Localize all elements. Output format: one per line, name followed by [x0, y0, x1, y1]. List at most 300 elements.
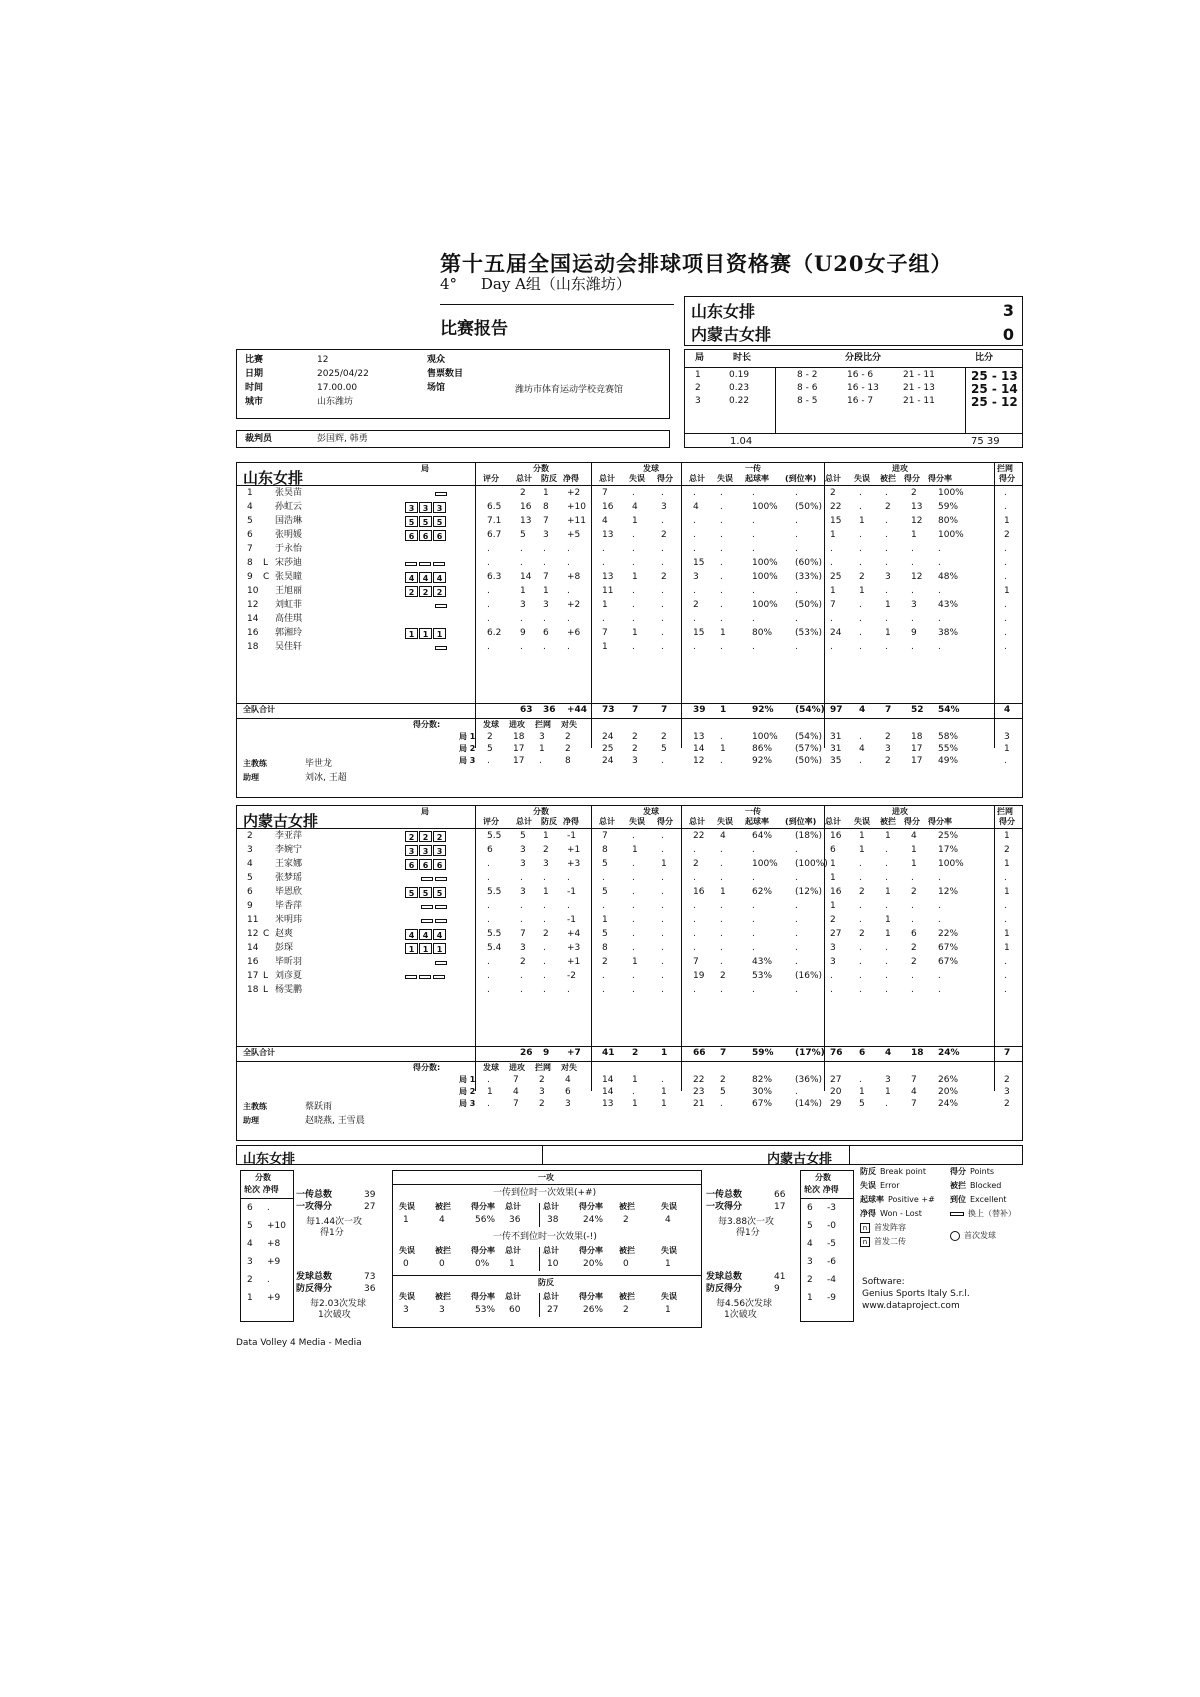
column-header: 失误: [854, 817, 870, 826]
stat-cell: 5: [520, 530, 526, 540]
set-stat-cell: .: [487, 1075, 490, 1085]
stat-cell: 25%: [938, 831, 959, 841]
stat-cell: 14: [520, 572, 532, 582]
stat-cell: .: [859, 985, 862, 995]
set-score: 25 - 12: [971, 395, 1018, 409]
player-number: 5: [247, 873, 253, 883]
rotation-net: -4: [827, 1275, 836, 1285]
stat-cell: .: [661, 873, 664, 883]
stat-cell: .: [520, 614, 523, 624]
stat-cell: 1: [885, 600, 891, 610]
stat-cell: (50%): [795, 600, 823, 610]
stat-cell: 6.5: [487, 502, 502, 512]
substitution-mark: [435, 646, 447, 650]
rotation-net: -3: [827, 1203, 836, 1213]
stat-cell: 2: [859, 929, 865, 939]
stat-cell: 1: [1004, 943, 1010, 953]
set-label: 局 1: [459, 732, 476, 741]
set-stat-cell: 35: [830, 756, 842, 766]
rotation-box: 1: [419, 628, 432, 639]
legend-item: [950, 1166, 994, 1177]
stat-cell: 6.3: [487, 572, 502, 582]
stat-cell: .: [693, 642, 696, 652]
stat-cell: 1: [632, 957, 638, 967]
legend-item: [950, 1180, 1001, 1191]
column-header: 得分: [999, 474, 1015, 483]
stat-cell: .: [661, 971, 664, 981]
rotation-box: 2: [405, 586, 418, 597]
set-number: 3: [695, 396, 701, 406]
stat-cell: .: [830, 614, 833, 624]
set-number: 2: [695, 383, 701, 393]
stat-cell: .: [693, 530, 696, 540]
set-stat-cell: 31: [830, 744, 842, 754]
sideout-value: 0%: [475, 1259, 490, 1269]
stat-cell: 9: [911, 628, 917, 638]
stat-cell: .: [632, 488, 635, 498]
team-total-cell: 24%: [938, 1048, 960, 1058]
stat-cell: .: [543, 873, 546, 883]
team-total-cell: 73: [602, 705, 615, 715]
column-header: 总计: [825, 474, 841, 483]
legend-item: [860, 1166, 926, 1177]
summary-stat-label: 防反得分: [296, 1284, 333, 1294]
team-total-cell: 9: [543, 1048, 550, 1058]
stat-cell: 17%: [938, 845, 959, 855]
stat-cell: .: [632, 915, 635, 925]
rotation-box: 2: [433, 586, 446, 597]
set-stat-cell: 2: [632, 744, 638, 754]
bench-mark-icon: [950, 1212, 964, 1216]
stat-cell: .: [602, 544, 605, 554]
substitution-mark: [433, 975, 445, 979]
set-stat-cell: 31: [830, 732, 842, 742]
stat-cell: 3: [520, 859, 526, 869]
rotation-box: 3: [419, 845, 432, 856]
rotation-points-box: [800, 1170, 854, 1322]
away-sets-won: 0: [1002, 325, 1014, 344]
stat-cell: 22: [830, 502, 842, 512]
team-total-cell: 7: [720, 1048, 727, 1058]
legend-key: 被拦: [950, 1181, 966, 1190]
stat-cell: .: [720, 516, 723, 526]
coach-label: 主教练: [243, 1102, 267, 1111]
stat-cell: 7: [830, 600, 836, 610]
stat-cell: +5: [567, 530, 581, 540]
stat-cell: .: [911, 915, 914, 925]
stat-cell: 12: [911, 572, 923, 582]
referee-box: [236, 430, 670, 448]
column-header: 评分: [483, 474, 499, 483]
stat-cell: 2: [693, 859, 699, 869]
stat-cell: 15: [693, 628, 705, 638]
set-label: 局 2: [459, 1087, 476, 1096]
stat-cell: .: [859, 502, 862, 512]
stat-cell: .: [487, 614, 490, 624]
stat-cell: 16: [602, 502, 614, 512]
sideout-center-box: [392, 1170, 702, 1328]
referee-label: 裁判员: [245, 434, 273, 444]
column-header: 得分率: [928, 817, 952, 826]
legend-value: 首发阵容: [874, 1223, 906, 1232]
stat-cell: .: [752, 873, 755, 883]
stat-cell: .: [693, 915, 696, 925]
set-stat-cell: 7: [911, 1075, 917, 1085]
rotation-number: 5: [807, 1221, 813, 1231]
rotation-net: -9: [827, 1293, 836, 1303]
stat-cell: .: [632, 887, 635, 897]
sideout-value: 1: [509, 1259, 515, 1269]
summary-team-bar: [236, 1145, 1023, 1165]
player-number: 14: [247, 943, 259, 953]
stat-cell: .: [720, 642, 723, 652]
stat-cell: .: [520, 915, 523, 925]
stat-cell: .: [693, 985, 696, 995]
column-group-header: 分数: [533, 464, 549, 473]
column-header: 起球率: [745, 817, 769, 826]
column-header: (到位率): [785, 817, 817, 826]
legend-value: Points: [970, 1167, 995, 1176]
player-number: 17: [247, 971, 259, 981]
column-header: 评分: [483, 817, 499, 826]
set-stat-cell: 2: [632, 732, 638, 742]
sideout-header: 总计: [543, 1292, 559, 1301]
summary-stat-label: 一攻得分: [296, 1202, 333, 1212]
stat-cell: 48%: [938, 572, 959, 582]
rotation-box: 5: [433, 887, 446, 898]
stat-cell: 12%: [938, 887, 959, 897]
player-number: 9: [247, 572, 253, 582]
stat-cell: 100%: [752, 859, 778, 869]
player-number: 6: [247, 887, 253, 897]
set-stat-cell: 4: [513, 1087, 519, 1097]
stat-cell: .: [752, 614, 755, 624]
stat-cell: .: [602, 873, 605, 883]
substitution-mark: [421, 919, 433, 923]
stat-cell: .: [1004, 600, 1007, 610]
set-stat-cell: 2: [661, 732, 667, 742]
rotation-net: +10: [267, 1221, 286, 1231]
player-name: 杨雯鹏: [275, 985, 303, 995]
set-duration: 0.23: [729, 383, 750, 393]
team-total-cell: 36: [543, 705, 556, 715]
stat-cell: .: [487, 873, 490, 883]
player-role: L: [263, 985, 269, 995]
sideout-value: 26%: [583, 1305, 604, 1315]
column-header: 总计: [689, 817, 705, 826]
stat-cell: -2: [567, 971, 576, 981]
stat-cell: 2: [661, 572, 667, 582]
stat-cell: .: [885, 985, 888, 995]
set-label: 局 3: [459, 1099, 476, 1108]
stat-cell: 80%: [752, 628, 773, 638]
stat-cell: 2: [661, 530, 667, 540]
stat-cell: .: [602, 971, 605, 981]
divider: [440, 304, 674, 305]
set-stat-cell: 3: [885, 1075, 891, 1085]
stat-cell: .: [693, 516, 696, 526]
stat-cell: .: [830, 544, 833, 554]
column-header: 总计: [516, 817, 532, 826]
stat-cell: 16: [830, 831, 842, 841]
stat-cell: 16: [693, 887, 705, 897]
stat-cell: .: [859, 971, 862, 981]
rotation-box: 1: [405, 628, 418, 639]
info-label: 比赛: [245, 355, 264, 365]
sideout-header: 被拦: [619, 1292, 635, 1301]
sideout-title: 一攻: [538, 1173, 554, 1182]
stat-cell: .: [661, 831, 664, 841]
stat-cell: +11: [567, 516, 586, 526]
sideout-value: 2: [623, 1215, 629, 1225]
rotation-number: 3: [247, 1257, 253, 1267]
sideout-value: 27: [547, 1305, 559, 1315]
stat-cell: .: [693, 901, 696, 911]
sideout-value: 53%: [475, 1305, 496, 1315]
rotation-box: 6: [419, 530, 432, 541]
player-number: 3: [247, 845, 253, 855]
summary-stat-value: 39: [364, 1190, 376, 1200]
rotation-box: 2: [433, 831, 446, 842]
stat-cell: .: [1004, 957, 1007, 967]
summary-home-name: 山东女排: [243, 1152, 296, 1167]
set-stat-cell: 3: [1004, 1087, 1010, 1097]
stat-cell: 100%: [752, 502, 778, 512]
stat-cell: .: [720, 614, 723, 624]
stat-cell: 9: [520, 628, 526, 638]
substitution-mark: [419, 562, 431, 566]
set-stat-cell: 24: [602, 756, 614, 766]
sideout-header: 被拦: [619, 1202, 635, 1211]
summary-stat-value: 27: [364, 1202, 376, 1212]
substitution-mark: [435, 604, 447, 608]
sets-box: [684, 349, 1023, 448]
stat-cell: 100%: [752, 572, 778, 582]
stat-cell: 80%: [938, 516, 959, 526]
rotation-box: 6: [405, 859, 418, 870]
stat-cell: .: [632, 831, 635, 841]
stat-cell: 100%: [938, 530, 964, 540]
stat-cell: 3: [543, 859, 549, 869]
stat-cell: .: [885, 971, 888, 981]
stat-cell: 2: [859, 887, 865, 897]
set-stat-cell: 2: [539, 1099, 545, 1109]
set-stat-cell: .: [795, 1087, 798, 1097]
set-stat-cell: 1: [487, 1087, 493, 1097]
legend-key: 到位: [950, 1195, 966, 1204]
stat-cell: .: [1004, 572, 1007, 582]
stat-cell: .: [911, 544, 914, 554]
stat-cell: .: [567, 901, 570, 911]
stat-cell: .: [1004, 915, 1007, 925]
rotation-box: 2: [419, 831, 432, 842]
set-stat-cell: (14%): [795, 1099, 823, 1109]
set-stat-cell: 27: [830, 1075, 842, 1085]
team-total-label: 全队合计: [243, 1048, 275, 1057]
stat-cell: 22%: [938, 929, 959, 939]
stat-cell: .: [487, 985, 490, 995]
stat-cell: .: [520, 873, 523, 883]
player-number: 10: [247, 586, 259, 596]
stat-cell: .: [885, 642, 888, 652]
team-total-cell: 26: [520, 1048, 533, 1058]
set-stat-cell: 14: [693, 744, 705, 754]
set-stat-cell: 20%: [938, 1087, 959, 1097]
stat-cell: .: [661, 600, 664, 610]
player-name: 国浩琳: [275, 516, 303, 526]
legend-key: 得分: [950, 1167, 966, 1176]
stat-cell: 1: [661, 859, 667, 869]
stat-cell: 8: [543, 502, 549, 512]
stat-cell: .: [720, 929, 723, 939]
substitution-mark: [435, 877, 447, 881]
stat-cell: .: [795, 943, 798, 953]
substitution-mark: [421, 905, 433, 909]
sideout-value: 20%: [583, 1259, 604, 1269]
stat-cell: +3: [567, 859, 581, 869]
rotation-number: 2: [247, 1275, 253, 1285]
rotation-box: 4: [433, 929, 446, 940]
stat-cell: .: [752, 901, 755, 911]
sets-header: 局: [695, 353, 705, 363]
rotation-boxes: [405, 586, 446, 597]
stat-cell: 1: [720, 887, 726, 897]
team-total-cell: +7: [567, 1048, 581, 1058]
stat-cell: .: [632, 544, 635, 554]
stat-cell: .: [859, 628, 862, 638]
stat-cell: .: [487, 586, 490, 596]
stat-cell: .: [752, 544, 755, 554]
stat-cell: 1: [911, 859, 917, 869]
rotation-boxes: [405, 628, 446, 639]
stat-cell: 4: [693, 502, 699, 512]
summary-note: 1次破攻: [318, 1310, 351, 1320]
legend-item: [950, 1208, 1016, 1219]
stat-cell: .: [567, 985, 570, 995]
stat-cell: .: [632, 985, 635, 995]
set-label: 局 3: [459, 756, 476, 765]
summary-stat-value: 36: [364, 1284, 376, 1294]
stat-cell: 1: [602, 600, 608, 610]
away-team-name: 内蒙古女排: [691, 325, 772, 344]
stat-cell: 100%: [752, 600, 778, 610]
stat-cell: 1: [1004, 929, 1010, 939]
set-stat-cell: 1: [661, 1087, 667, 1097]
stat-cell: 1: [1004, 887, 1010, 897]
legend-value: 换上（替补）: [968, 1209, 1016, 1218]
stat-cell: .: [830, 642, 833, 652]
player-role: L: [263, 558, 269, 568]
team-total-cell: 59%: [752, 1048, 774, 1058]
set-stat-cell: 17: [911, 744, 923, 754]
set-label: 局 2: [459, 744, 476, 753]
player-number: 4: [247, 502, 253, 512]
stat-cell: 11: [602, 586, 614, 596]
stat-cell: .: [1004, 488, 1007, 498]
set-stat-cell: 30%: [752, 1087, 773, 1097]
stat-cell: .: [830, 971, 833, 981]
stat-cell: .: [632, 859, 635, 869]
stat-cell: 13: [602, 530, 614, 540]
sideout-header: 总计: [505, 1202, 521, 1211]
team-total-cell: 76: [830, 1048, 843, 1058]
stat-cell: 6: [911, 929, 917, 939]
stat-cell: 6: [830, 845, 836, 855]
set-stat-cell: 2: [1004, 1075, 1010, 1085]
player-number: 4: [247, 859, 253, 869]
stat-cell: .: [938, 985, 941, 995]
column-header: 失误: [717, 474, 733, 483]
legend: [860, 1166, 1020, 1256]
sideout-value: 3: [439, 1305, 445, 1315]
set-stat-cell: .: [885, 1099, 888, 1109]
stat-cell: +6: [567, 628, 581, 638]
substitution-mark: [435, 961, 447, 965]
stat-cell: .: [661, 628, 664, 638]
stat-cell: 1: [1004, 859, 1010, 869]
rotation-boxes: [405, 502, 446, 513]
stat-cell: 4: [602, 516, 608, 526]
away-team-table: [236, 805, 1023, 1141]
stat-cell: 6.2: [487, 628, 502, 638]
rotation-header: 分数: [815, 1173, 831, 1182]
rotation-box: 5: [419, 516, 432, 527]
stat-cell: .: [795, 642, 798, 652]
sideout-section: 一传到位时一次效果(+#): [493, 1188, 597, 1198]
stat-cell: .: [520, 642, 523, 652]
team-total-cell: 63: [520, 705, 533, 715]
report-label: 比赛报告: [440, 319, 508, 339]
stat-cell: .: [752, 516, 755, 526]
stat-cell: .: [885, 614, 888, 624]
stat-cell: .: [795, 530, 798, 540]
column-group-header: 分数: [533, 807, 549, 816]
rotation-boxes: [405, 530, 446, 541]
rotation-net: +8: [267, 1239, 281, 1249]
sideout-value: 24%: [583, 1215, 604, 1225]
stat-cell: 1: [911, 530, 917, 540]
stat-cell: .: [720, 558, 723, 568]
stat-cell: 1: [859, 516, 865, 526]
rotation-boxes: [405, 929, 446, 940]
stat-cell: .: [720, 957, 723, 967]
stat-cell: .: [661, 544, 664, 554]
stat-cell: .: [795, 544, 798, 554]
stat-cell: .: [487, 600, 490, 610]
set-stat-cell: 17: [911, 756, 923, 766]
stat-cell: 3: [543, 600, 549, 610]
stat-cell: .: [567, 558, 570, 568]
column-header: 失误: [629, 474, 645, 483]
square-icon: n: [860, 1237, 870, 1247]
stat-cell: .: [795, 985, 798, 995]
set-stat-cell: 22: [693, 1075, 705, 1085]
substitution-mark: [435, 492, 447, 496]
rotation-boxes: [405, 887, 446, 898]
column-group-header: 发球: [643, 464, 659, 473]
player-role: C: [263, 929, 270, 939]
stat-cell: 16: [830, 887, 842, 897]
stat-cell: 2: [1004, 845, 1010, 855]
stat-cell: .: [859, 558, 862, 568]
stat-cell: .: [632, 971, 635, 981]
stat-cell: .: [938, 915, 941, 925]
rotation-box: 6: [433, 530, 446, 541]
set-stat-cell: 3: [539, 1087, 545, 1097]
circle-icon: [950, 1231, 960, 1241]
stat-cell: .: [859, 600, 862, 610]
set-stat-cell: 25: [602, 744, 614, 754]
